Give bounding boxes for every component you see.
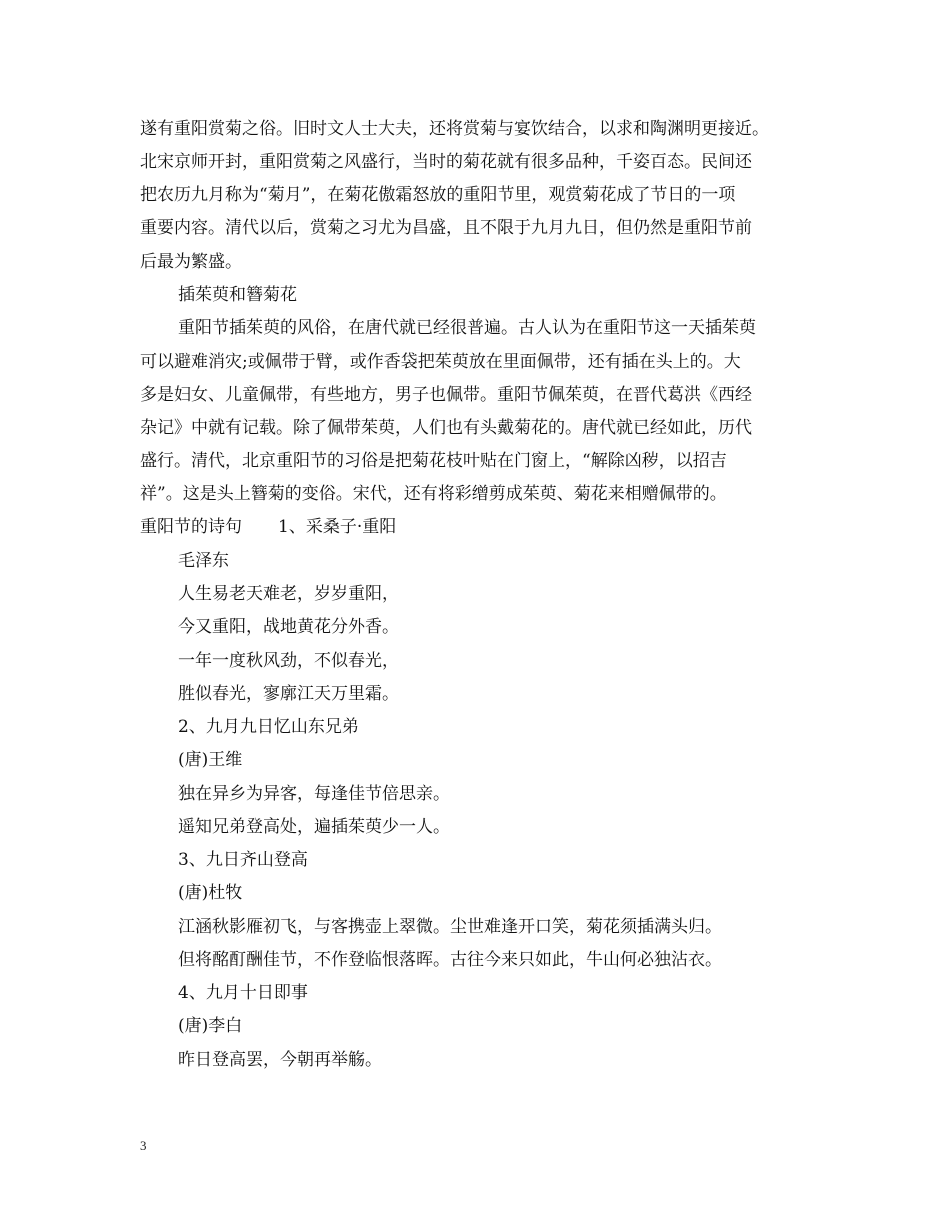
poem-3-author: (唐)杜牧 [178, 883, 243, 903]
paragraph-2-line-6: 祥”。这是头上簪菊的变俗。宋代，还有将彩缯剪成茱萸、菊花来相赠佩带的。 [140, 484, 727, 504]
subheading-zhuyu-juhua: 插茱萸和簪菊花 [178, 285, 297, 305]
poem-1-line-1: 人生易老天难老，岁岁重阳， [178, 584, 399, 604]
poem-2-title: 2、九月九日忆山东兄弟 [178, 717, 359, 737]
paragraph-1-line-5: 后最为繁盛。 [140, 252, 242, 272]
poem-4-title: 4、九月十日即事 [178, 983, 308, 1003]
poem-1-line-4: 胜似春光，寥廓江天万里霜。 [178, 684, 399, 704]
poem-1-author: 毛泽东 [178, 551, 229, 571]
page-number: 3 [140, 1138, 147, 1153]
poem-1-line-2: 今又重阳，战地黄花分外香。 [178, 617, 399, 637]
poem-4-line-1: 昨日登高罢，今朝再举觞。 [178, 1050, 382, 1070]
paragraph-1-line-1: 遂有重阳赏菊之俗。旧时文人士大夫，还将赏菊与宴饮结合，以求和陶渊明更接近。 [140, 119, 769, 139]
poem-2-line-2: 遥知兄弟登高处，遍插茱萸少一人。 [178, 817, 450, 837]
poem-3-line-2: 但将酩酊酬佳节，不作登临恨落晖。古往今来只如此，牛山何必独沾衣。 [178, 950, 722, 970]
poem-3-line-1: 江涵秋影雁初飞，与客携壶上翠微。尘世难逢开口笑，菊花须插满头归。 [178, 917, 722, 937]
poem-1-line-3: 一年一度秋风劲，不似春光， [178, 651, 399, 671]
paragraph-2-line-3: 多是妇女、儿童佩带，有些地方，男子也佩带。重阳节佩茱萸，在晋代葛洪《西经 [140, 385, 752, 405]
poem-4-author: (唐)李白 [178, 1016, 243, 1036]
poem-2-line-1: 独在异乡为异客，每逢佳节倍思亲。 [178, 784, 450, 804]
poems-heading: 重阳节的诗句 [140, 517, 242, 537]
paragraph-2-line-1: 重阳节插茱萸的风俗，在唐代就已经很普遍。古人认为在重阳节这一天插茱萸 [178, 318, 756, 338]
paragraph-1-line-2: 北宋京师开封，重阳赏菊之风盛行，当时的菊花就有很多品种，千姿百态。民间还 [140, 152, 752, 172]
paragraph-1-line-4: 重要内容。清代以后，赏菊之习尤为昌盛，且不限于九月九日，但仍然是重阳节前 [140, 218, 752, 238]
paragraph-2-line-5: 盛行。清代，北京重阳节的习俗是把菊花枝叶贴在门窗上，“解除凶秽，以招吉 [140, 451, 727, 471]
poem-3-title: 3、九日齐山登高 [178, 850, 308, 870]
paragraph-2-line-2: 可以避难消灾;或佩带于臂，或作香袋把茱萸放在里面佩带，还有插在头上的。大 [140, 352, 741, 372]
poem-2-author: (唐)王维 [178, 750, 243, 770]
poems-heading-row [140, 515, 396, 539]
poem-1-title: 1、采桑子·重阳 [278, 517, 397, 537]
paragraph-1-line-3: 把农历九月称为“菊月”，在菊花傲霜怒放的重阳节里，观赏菊花成了节日的一项 [140, 185, 736, 205]
paragraph-2-line-4: 杂记》中就有记载。除了佩带茱萸，人们也有头戴菊花的。唐代就已经如此，历代 [140, 418, 752, 438]
